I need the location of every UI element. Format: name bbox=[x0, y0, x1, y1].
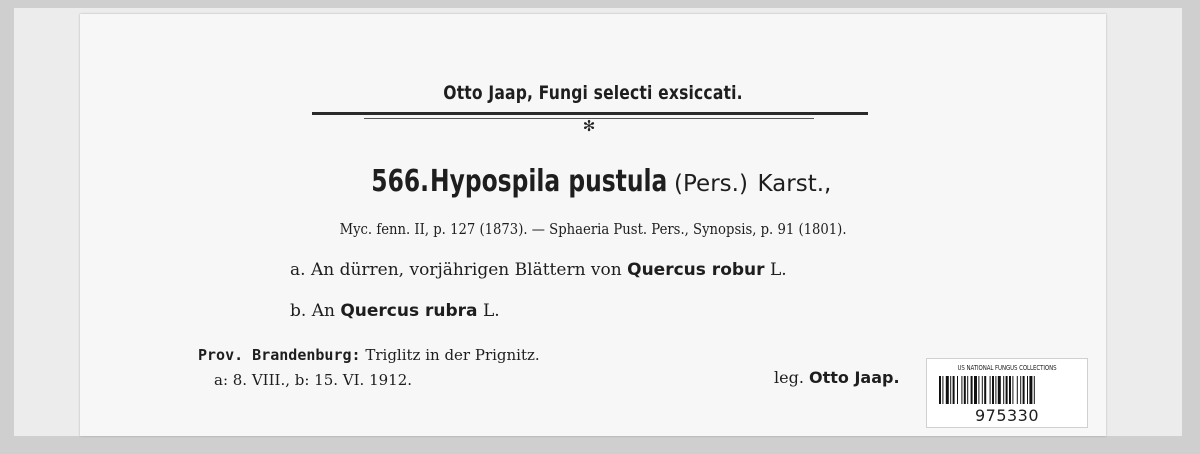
collector-line bbox=[774, 368, 900, 387]
line-b-prefix: b. An bbox=[290, 301, 335, 321]
locality-line bbox=[198, 346, 540, 364]
collector-prefix: leg. bbox=[774, 368, 804, 387]
authority-paren: (Pers.) bbox=[674, 171, 748, 197]
host-a-author: L. bbox=[769, 260, 787, 280]
species-heading bbox=[80, 164, 1106, 199]
locality-region: Prov. Brandenburg: bbox=[198, 346, 361, 364]
collection-dates: a: 8. VIII., b: 15. VI. 1912. bbox=[214, 371, 413, 389]
barcode-sticker bbox=[926, 358, 1088, 428]
exsiccata-number: 566. bbox=[370, 164, 429, 199]
title-rule-thick bbox=[312, 112, 868, 115]
host-b-author: L. bbox=[482, 301, 500, 321]
series-title: Otto Jaap, Fungi selecti exsiccati. bbox=[443, 82, 743, 104]
substrate-line-a bbox=[290, 260, 787, 280]
authority: Karst., bbox=[757, 171, 832, 197]
barcode-number: 975330 bbox=[974, 406, 1040, 425]
barcode-header: US NATIONAL FUNGUS COLLECTIONS bbox=[957, 364, 1057, 372]
host-a: Quercus robur bbox=[627, 260, 765, 280]
substrate-line-b bbox=[290, 301, 500, 321]
literature-reference bbox=[80, 220, 1106, 238]
host-b: Quercus rubra bbox=[340, 301, 478, 321]
collector-name: Otto Jaap. bbox=[809, 368, 900, 387]
barcode-icon bbox=[939, 376, 1075, 404]
ornament-icon: ✻ bbox=[582, 117, 596, 135]
locality-place: Triglitz in der Prignitz. bbox=[365, 346, 540, 364]
species-name: Hypospila pustula bbox=[430, 164, 668, 199]
reference-text: Myc. fenn. II, p. 127 (1873). — Sphaeria Pust. Pers., Synopsis, p. 91 (1801). bbox=[339, 220, 847, 238]
line-a-prefix: a. An dürren, vorjährigen Blättern von bbox=[290, 260, 622, 280]
